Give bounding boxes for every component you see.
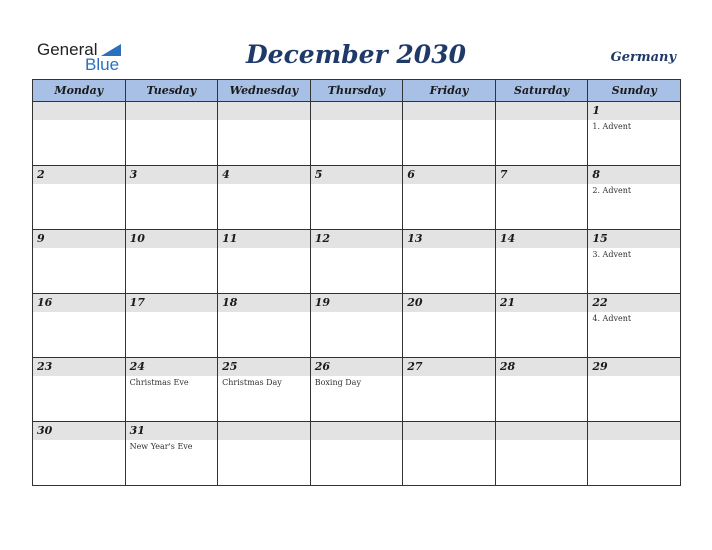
holiday-label: 1. Advent	[592, 122, 632, 131]
holiday-label	[311, 312, 403, 314]
day-number: 19	[314, 296, 330, 309]
day-cell	[588, 294, 681, 358]
week-row	[33, 422, 681, 486]
holiday-label	[403, 440, 495, 442]
holiday-label: Christmas Eve	[129, 378, 189, 387]
day-number-bar	[218, 166, 310, 184]
day-cell	[495, 422, 588, 486]
day-number-bar	[218, 294, 310, 312]
day-cell	[588, 166, 681, 230]
day-cell	[588, 422, 681, 486]
day-number-bar	[311, 102, 403, 120]
day-cell	[310, 102, 403, 166]
day-cell	[310, 358, 403, 422]
holiday-label: Boxing Day	[314, 378, 361, 387]
day-cell	[310, 294, 403, 358]
day-number-bar	[218, 230, 310, 248]
day-number: 4	[222, 168, 230, 181]
holiday-label	[33, 312, 125, 314]
day-cell	[125, 294, 218, 358]
holiday-label	[311, 248, 403, 250]
day-number: 2	[37, 168, 45, 181]
weekday-header: Sunday	[588, 80, 681, 102]
week-row	[33, 230, 681, 294]
day-number: 10	[129, 232, 145, 245]
day-number: 20	[407, 296, 423, 309]
day-number-bar	[403, 102, 495, 120]
day-number-bar	[403, 230, 495, 248]
day-number: 17	[129, 296, 145, 309]
holiday-label	[496, 184, 588, 186]
holiday-label	[218, 312, 310, 314]
day-number: 26	[314, 360, 330, 373]
day-number-bar	[311, 166, 403, 184]
day-number: 29	[592, 360, 608, 373]
day-number-bar	[33, 358, 125, 376]
day-number-bar	[126, 422, 218, 440]
day-number: 31	[129, 424, 145, 437]
holiday-label: 2. Advent	[592, 186, 632, 195]
day-number-bar	[496, 358, 588, 376]
day-number-bar	[496, 166, 588, 184]
day-number: 6	[407, 168, 415, 181]
day-cell	[310, 166, 403, 230]
day-number-bar	[588, 294, 680, 312]
day-cell	[218, 166, 311, 230]
day-number: 25	[222, 360, 238, 373]
holiday-label: 4. Advent	[592, 314, 632, 323]
day-number-bar	[588, 102, 680, 120]
day-number: 14	[499, 232, 516, 245]
day-number-bar	[33, 422, 125, 440]
holiday-label	[126, 248, 218, 250]
country-label: Germany	[610, 50, 676, 65]
holiday-label	[496, 312, 588, 314]
day-cell	[403, 102, 496, 166]
holiday-label	[311, 184, 403, 186]
day-number: 18	[222, 296, 238, 309]
holiday-label	[218, 440, 310, 442]
day-number: 5	[314, 168, 323, 181]
weekday-header: Tuesday	[125, 80, 218, 102]
day-number-bar	[218, 358, 310, 376]
day-cell	[33, 294, 126, 358]
holiday-label	[218, 248, 310, 250]
holiday-label	[403, 376, 495, 378]
day-cell	[125, 230, 218, 294]
day-number: 12	[314, 232, 330, 245]
day-number: 30	[37, 424, 53, 437]
week-row	[33, 294, 681, 358]
weekday-header: Friday	[403, 80, 496, 102]
day-cell	[125, 358, 218, 422]
holiday-label	[588, 376, 680, 378]
day-number-bar	[403, 422, 495, 440]
day-cell	[218, 422, 311, 486]
day-cell	[495, 230, 588, 294]
weekday-header: Saturday	[495, 80, 588, 102]
day-cell	[403, 166, 496, 230]
weekday-header-row	[33, 80, 681, 102]
holiday-label: 3. Advent	[592, 250, 632, 259]
holiday-label	[311, 440, 403, 442]
day-cell	[33, 358, 126, 422]
day-number: 11	[222, 232, 238, 245]
day-number-bar	[403, 166, 495, 184]
day-number-bar	[496, 230, 588, 248]
day-number: 13	[407, 232, 423, 245]
day-number-bar	[126, 294, 218, 312]
day-number-bar	[126, 358, 218, 376]
day-number-bar	[311, 294, 403, 312]
day-cell	[33, 166, 126, 230]
day-cell	[403, 294, 496, 358]
holiday-label	[33, 248, 125, 250]
day-cell	[125, 422, 218, 486]
day-number: 9	[37, 232, 45, 245]
day-number: 24	[129, 360, 145, 373]
holiday-label	[126, 184, 218, 186]
day-number-bar	[496, 294, 588, 312]
holiday-label	[33, 120, 125, 122]
day-cell	[218, 358, 311, 422]
day-number: 21	[499, 296, 516, 309]
holiday-label	[33, 184, 125, 186]
day-number-bar	[588, 358, 680, 376]
logo-general-text: General	[37, 40, 98, 59]
day-cell	[495, 166, 588, 230]
week-row	[33, 358, 681, 422]
holiday-label	[496, 120, 588, 122]
calendar-grid	[32, 79, 681, 486]
holiday-label	[403, 312, 495, 314]
day-number-bar	[218, 422, 310, 440]
day-number: 8	[592, 168, 601, 181]
holiday-label: New Year's Eve	[129, 442, 193, 451]
day-cell	[125, 102, 218, 166]
day-cell	[403, 230, 496, 294]
day-number: 23	[37, 360, 53, 373]
holiday-label	[126, 120, 218, 122]
holiday-label	[33, 440, 125, 442]
week-row	[33, 102, 681, 166]
day-number-bar	[311, 422, 403, 440]
day-number-bar	[496, 422, 588, 440]
day-cell	[125, 166, 218, 230]
holiday-label: Christmas Day	[222, 378, 282, 387]
week-row	[33, 166, 681, 230]
holiday-label	[311, 120, 403, 122]
day-number: 28	[499, 360, 516, 373]
day-cell	[588, 358, 681, 422]
day-number-bar	[33, 230, 125, 248]
day-cell	[218, 230, 311, 294]
day-number-bar	[403, 358, 495, 376]
logo-blue-text: Blue	[85, 55, 120, 74]
holiday-label	[403, 184, 495, 186]
holiday-label	[588, 440, 680, 442]
holiday-label	[403, 248, 495, 250]
day-number-bar	[126, 166, 218, 184]
day-number-bar	[126, 102, 218, 120]
day-cell	[33, 230, 126, 294]
day-number: 15	[592, 232, 608, 245]
day-number: 3	[129, 168, 138, 181]
day-number-bar	[33, 102, 125, 120]
day-cell	[495, 102, 588, 166]
weekday-header: Thursday	[310, 80, 403, 102]
day-cell	[495, 294, 588, 358]
day-number: 16	[37, 296, 53, 309]
day-cell	[588, 102, 681, 166]
day-number-bar	[311, 358, 403, 376]
day-number-bar	[588, 230, 680, 248]
day-number-bar	[33, 166, 125, 184]
holiday-label	[403, 120, 495, 122]
day-number-bar	[218, 102, 310, 120]
calendar-title: December 2030	[245, 40, 466, 69]
day-cell	[310, 422, 403, 486]
holiday-label	[126, 312, 218, 314]
day-number-bar	[588, 166, 680, 184]
day-number-bar	[403, 294, 495, 312]
holiday-label	[33, 376, 125, 378]
day-number: 22	[592, 296, 608, 309]
day-cell	[218, 294, 311, 358]
weekday-header: Wednesday	[218, 80, 311, 102]
day-cell	[33, 422, 126, 486]
day-cell	[495, 358, 588, 422]
day-cell	[218, 102, 311, 166]
day-cell	[33, 102, 126, 166]
day-cell	[403, 422, 496, 486]
day-number: 7	[499, 168, 508, 181]
day-cell	[403, 358, 496, 422]
holiday-label	[496, 376, 588, 378]
day-number-bar	[311, 230, 403, 248]
holiday-label	[496, 440, 588, 442]
day-number-bar	[33, 294, 125, 312]
day-cell	[310, 230, 403, 294]
weekday-header: Monday	[33, 80, 126, 102]
holiday-label	[218, 184, 310, 186]
day-number-bar	[126, 230, 218, 248]
day-number-bar	[496, 102, 588, 120]
day-number-bar	[588, 422, 680, 440]
day-number: 27	[407, 360, 423, 373]
day-cell	[588, 230, 681, 294]
holiday-label	[218, 120, 310, 122]
holiday-label	[496, 248, 588, 250]
day-number: 1	[592, 104, 601, 117]
